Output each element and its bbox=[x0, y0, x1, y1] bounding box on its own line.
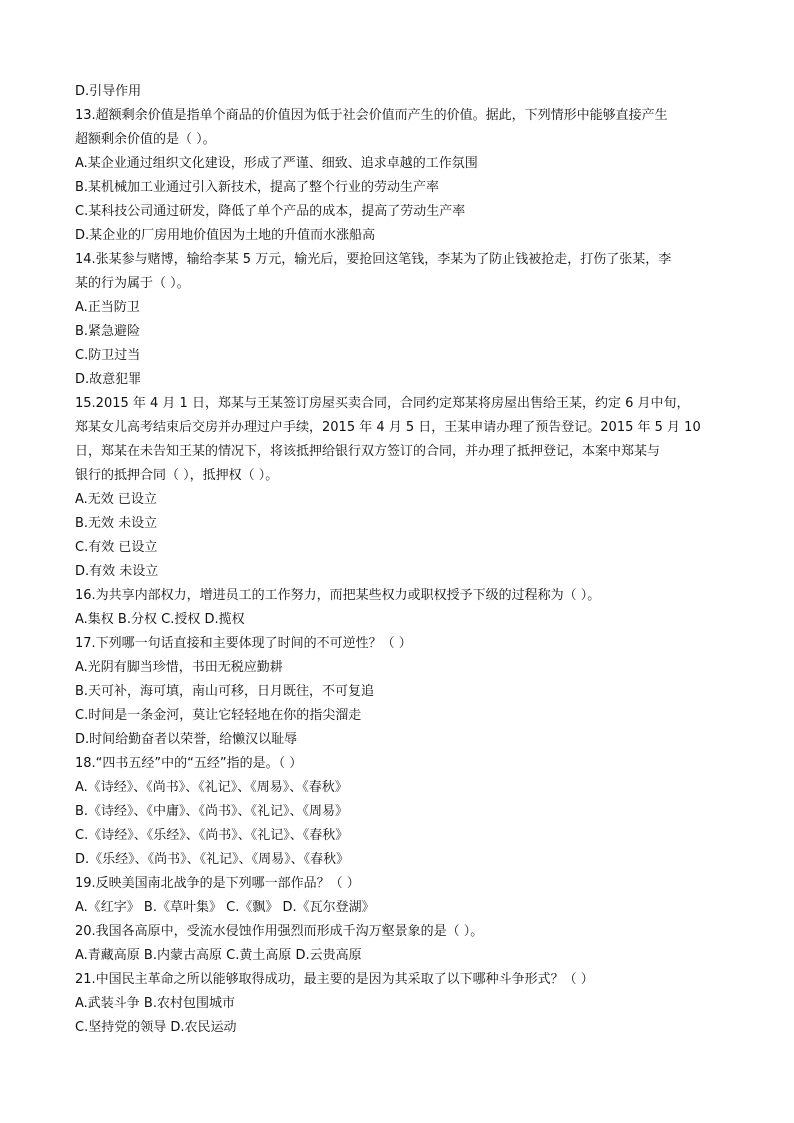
question-16-options: A.集权 B.分权 C.授权 D.揽权 bbox=[75, 612, 245, 627]
question-18-stem: 18.“四书五经”中的“五经”指的是。（ ） bbox=[75, 756, 303, 771]
question-15-stem: 15.2015 年 4 月 1 日，郑某与王某签订房屋买卖合同，合同约定郑某将房屋出售给王某，约定 6 月中旬， bbox=[75, 396, 690, 411]
question-19-stem: 19.反映美国南北战争的是下列哪一部作品？（ ） bbox=[75, 876, 360, 891]
question-18-option-d: D.《乐经》、《尚书》、《礼记》、《周易》、《春秋》 bbox=[75, 852, 350, 867]
question-14-option-b: B.紧急避险 bbox=[75, 324, 141, 339]
question-13-option-b: B.某机械加工业通过引入新技术，提高了整个行业的劳动生产率 bbox=[75, 180, 440, 195]
question-21-options-ab: A.武装斗争 B.农村包围城市 bbox=[75, 996, 235, 1011]
question-18-option-c: C.《诗经》、《乐经》、《尚书》、《礼记》、《春秋》 bbox=[75, 828, 349, 843]
question-14-option-d: D.故意犯罪 bbox=[75, 372, 142, 387]
question-14-option-a: A.正当防卫 bbox=[75, 300, 140, 315]
question-14-stem: 14.张某参与赌博，输给李某 5 万元，输光后，要抢回这笔钱，李某为了防止钱被抢走，打伤了张某，李 bbox=[75, 252, 672, 267]
question-15-option-b: B.无效 未设立 bbox=[75, 516, 158, 531]
question-15-stem-cont-2: 日，郑某在未告知王某的情况下，将该抵押给银行双方签订的合同，并办理了抵押登记，本案中郑某与 bbox=[75, 444, 661, 459]
question-20-options: A.青藏高原 B.内蒙古高原 C.黄土高原 D.云贵高原 bbox=[75, 948, 362, 963]
question-19-options: A.《红字》 B.《草叶集》 C.《飘》 D.《瓦尔登湖》 bbox=[75, 900, 375, 915]
question-15-stem-cont-3: 银行的抵押合同（ ），抵押权（ ）。 bbox=[75, 468, 279, 483]
question-15-option-c: C.有效 已设立 bbox=[75, 540, 158, 555]
question-17-option-c: C.时间是一条金河，莫让它轻轻地在你的指尖溜走 bbox=[75, 708, 362, 723]
question-17-stem: 17.下列哪一句话直接和主要体现了时间的不可逆性？（ ） bbox=[75, 636, 412, 651]
question-15-option-a: A.无效 已设立 bbox=[75, 492, 157, 507]
question-13-stem-cont: 超额剩余价值的是（ ）。 bbox=[75, 132, 216, 147]
document-page bbox=[75, 80, 725, 1040]
question-13-option-a: A.某企业通过组织文化建设，形成了严谨、细致、追求卓越的工作氛围 bbox=[75, 156, 478, 171]
option-13d-prev: D.引导作用 bbox=[75, 84, 142, 99]
question-13-option-c: C.某科技公司通过研发，降低了单个产品的成本，提高了劳动生产率 bbox=[75, 204, 466, 219]
question-17-option-b: B.天可补，海可填，南山可移，日月既往，不可复追 bbox=[75, 684, 375, 699]
question-13-option-d: D.某企业的厂房用地价值因为土地的升值而水涨船高 bbox=[75, 228, 376, 243]
question-17-option-d: D.时间给勤奋者以荣誉，给懒汉以耻辱 bbox=[75, 732, 298, 747]
question-14-stem-cont: 某的行为属于（ ）。 bbox=[75, 276, 190, 291]
question-21-stem: 21.中国民主革命之所以能够取得成功，最主要的是因为其采取了以下哪种斗争形式？（ ） bbox=[75, 972, 594, 987]
question-20-stem: 20.我国各高原中，受流水侵蚀作用强烈而形成千沟万壑景象的是（ ）。 bbox=[75, 924, 484, 939]
question-18-option-a: A.《诗经》、《尚书》、《礼记》、《周易》、《春秋》 bbox=[75, 780, 348, 795]
question-14-option-c: C.防卫过当 bbox=[75, 348, 141, 363]
question-15-stem-cont-1: 郑某女儿高考结束后交房并办理过户手续，2015 年 4 月 5 日，王某申请办理了预告登记。2015 年 5 月 10 bbox=[75, 420, 701, 435]
question-13-stem: 13.超额剩余价值是指单个商品的价值因为低于社会价值而产生的价值。据此，下列情形中能够直接产生 bbox=[75, 108, 668, 123]
question-18-option-b: B.《诗经》、《中庸》、《尚书》、《礼记》、《周易》 bbox=[75, 804, 349, 819]
question-21-options-cd: C.坚持党的领导 D.农民运动 bbox=[75, 1020, 237, 1035]
question-15-option-d: D.有效 未设立 bbox=[75, 564, 159, 579]
question-17-option-a: A.光阴有脚当珍惜，书田无税应勤耕 bbox=[75, 660, 283, 675]
question-16-stem: 16.为共享内部权力，增进员工的工作努力，而把某些权力或职权授予下级的过程称为（ ）。 bbox=[75, 588, 601, 603]
